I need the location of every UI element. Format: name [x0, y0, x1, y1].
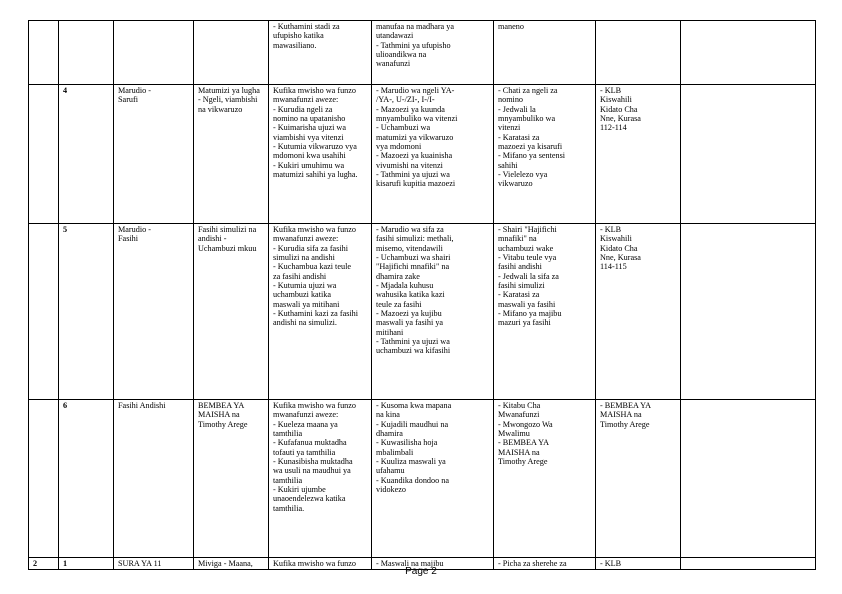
- cell-line: - Mazoezi ya kujibu: [376, 309, 442, 319]
- remarks-cell: [681, 85, 816, 224]
- cell-line: maneno: [498, 22, 524, 31]
- cell-line: - Kueleza maana ya: [273, 419, 338, 429]
- subtopic-cell: [194, 400, 269, 558]
- subtopic-cell: [194, 21, 269, 85]
- cell-line: Mwalimu: [498, 429, 530, 439]
- cell-line: tamthilia: [273, 475, 303, 485]
- cell-line: Marudio -: [118, 86, 151, 95]
- cell-line: - Mifano ya majibu: [498, 309, 562, 319]
- cell-line: Uchambuzi mkuu: [198, 243, 257, 253]
- week-cell: [29, 224, 59, 400]
- cell-line: Marudio -: [118, 225, 151, 234]
- cell-line: Kidato Cha: [600, 243, 638, 253]
- topic-cell: [114, 85, 194, 224]
- cell-line: fasihi simulizi: [498, 281, 545, 291]
- cell-line: maswali ya fasihi: [498, 299, 556, 309]
- scheme-of-work-table: [28, 20, 816, 570]
- cell-line: mwanafunzi aweze:: [273, 410, 339, 420]
- cell-line: kisarufi kupitia mazoezi: [376, 179, 456, 189]
- cell-line: - Kuthamini stadi za: [273, 22, 340, 31]
- cell-line: - Kuimarisha ujuzi wa: [273, 123, 346, 133]
- lesson-cell: 5: [59, 224, 114, 400]
- cell-line: Nne, Kurasa: [600, 114, 641, 124]
- cell-line: - Kujadili maudhui na: [376, 419, 449, 429]
- cell-line: maswali ya mitihani: [273, 299, 340, 309]
- cell-line: Timothy Arege: [600, 419, 650, 429]
- cell-line: BEMBEA YA: [198, 401, 245, 410]
- resources-cell: [494, 224, 596, 400]
- cell-line: Fasihi Andishi: [118, 401, 166, 410]
- cell-line: nomino na upatanisho: [273, 114, 346, 124]
- cell-line: - Kutumia vikwaruzo vya: [273, 142, 357, 152]
- cell-line: /YA-, U-/ZI-, I-/I-: [376, 95, 435, 105]
- cell-line: - Uchambuzi wa shairi: [376, 253, 451, 263]
- cell-line: maswali ya fasihi ya: [376, 318, 444, 328]
- resources-cell: [494, 400, 596, 558]
- subtopic-cell: [194, 224, 269, 400]
- cell-line: Timothy Arege: [498, 457, 548, 467]
- cell-line: MAISHA na: [600, 410, 642, 420]
- cell-line: mazoezi ya kisarufi: [498, 142, 563, 152]
- cell-line: - Mifano ya sentensi: [498, 151, 566, 161]
- objectives-cell: [269, 224, 372, 400]
- cell-line: simulizi na andishi: [273, 253, 335, 263]
- cell-line: mnyambuliko wa: [498, 114, 556, 124]
- references-cell: [596, 400, 681, 558]
- lesson-cell: 4: [59, 85, 114, 224]
- references-cell: [596, 21, 681, 85]
- cell-line: ufupisho katika: [273, 31, 324, 41]
- cell-line: uchambuzi wake: [498, 243, 554, 253]
- cell-line: wanafunzi: [376, 59, 411, 69]
- week-cell: [29, 400, 59, 558]
- lesson-cell: 1: [59, 558, 114, 570]
- cell-line: na kina: [376, 410, 400, 420]
- cell-line: - Vielelezo vya: [498, 170, 548, 180]
- cell-line: Kidato Cha: [600, 104, 638, 114]
- cell-line: vya mdomoni: [376, 142, 422, 152]
- cell-line: - Mazoezi ya kuainisha: [376, 151, 453, 161]
- cell-line: - KLB: [600, 559, 622, 568]
- cell-line: - Chati za ngeli za: [498, 86, 558, 95]
- objectives-cell: [269, 400, 372, 558]
- cell-line: - Kunasibisha muktadha: [273, 457, 353, 467]
- cell-line: - Kuandika dondoo na: [376, 475, 449, 485]
- cell-line: teule za fasihi: [376, 299, 422, 309]
- cell-line: sahihi: [498, 160, 518, 170]
- cell-line: vidokezo: [376, 485, 407, 495]
- cell-line: - Mazoezi ya kuunda: [376, 104, 445, 114]
- cell-line: Miviga - Maana,: [198, 559, 253, 568]
- cell-line: uchambuzi katika: [273, 290, 331, 300]
- cell-line: vikwaruzo: [498, 179, 533, 189]
- cell-line: tamthilia: [273, 429, 303, 439]
- cell-line: 114-115: [600, 262, 627, 272]
- cell-line: MAISHA na: [198, 410, 240, 420]
- cell-line: ufahamu: [376, 466, 405, 476]
- cell-line: mazuri ya fasihi: [498, 318, 551, 328]
- cell-line: Timothy Arege: [198, 419, 248, 429]
- cell-line: - Karatasi za: [498, 290, 540, 300]
- topic-cell: [114, 21, 194, 85]
- lesson-cell: 6: [59, 400, 114, 558]
- activities-cell: [372, 21, 494, 85]
- table-row: [29, 400, 816, 558]
- cell-line: Kufika mwisho wa funzo: [273, 225, 356, 234]
- cell-line: "Hajifichi mnafiki" na: [376, 262, 450, 272]
- cell-line: - Vitabu teule vya: [498, 253, 557, 263]
- cell-line: - Karatasi za: [498, 132, 540, 142]
- cell-line: - Picha za sherehe za: [498, 559, 567, 568]
- table-body: [29, 21, 816, 570]
- subtopic-cell: [194, 85, 269, 224]
- cell-line: tofauti ya tamthilia: [273, 447, 336, 457]
- remarks-cell: [681, 21, 816, 85]
- cell-line: utandawazi: [376, 31, 414, 41]
- cell-line: - Kitabu Cha: [498, 401, 541, 410]
- cell-line: - Kukiri ujumbe: [273, 485, 326, 495]
- cell-line: vitenzi: [498, 123, 521, 133]
- remarks-cell: [681, 400, 816, 558]
- cell-line: - Maswali na majibu: [376, 559, 444, 568]
- cell-line: wa usuli na maudhui ya: [273, 466, 351, 476]
- cell-line: - Tathmini ya ufupisho: [376, 40, 451, 50]
- cell-line: Kiswahili: [600, 234, 632, 244]
- cell-line: - Uchambuzi wa: [376, 123, 431, 133]
- cell-line: - Mjadala kuhusu: [376, 281, 434, 291]
- cell-line: - BEMBEA YA: [600, 401, 652, 410]
- activities-cell: [372, 224, 494, 400]
- cell-line: Sarufi: [118, 95, 139, 105]
- cell-line: mnafiki" na: [498, 234, 537, 244]
- cell-line: andishi na simulizi.: [273, 318, 337, 328]
- cell-line: - Kuthamini kazi za fasihi: [273, 309, 359, 319]
- cell-line: Kufika mwisho wa funzo: [273, 86, 356, 95]
- cell-line: - Kukiri umuhimu wa: [273, 160, 345, 170]
- cell-line: Matumizi ya lugha: [198, 86, 260, 95]
- remarks-cell: [681, 224, 816, 400]
- cell-line: wahusika katika kazi: [376, 290, 445, 300]
- cell-line: - Kusoma kwa mapana: [376, 401, 452, 410]
- activities-cell: [372, 85, 494, 224]
- cell-line: uchambuzi wa kifasihi: [376, 346, 451, 356]
- cell-line: - Jedwali la sifa za: [498, 271, 559, 281]
- topic-cell: [114, 400, 194, 558]
- cell-line: na vikwaruzo: [198, 104, 243, 114]
- cell-line: - Jedwali la: [498, 104, 536, 114]
- week-cell: [29, 85, 59, 224]
- activities-cell: [372, 400, 494, 558]
- cell-line: - Shairi "Hajifichi: [498, 225, 557, 234]
- cell-line: 112-114: [600, 123, 627, 133]
- table-row: [29, 224, 816, 400]
- objectives-cell: [269, 85, 372, 224]
- cell-line: SURA YA 11: [118, 559, 162, 568]
- cell-line: za fasihi andishi: [273, 271, 327, 281]
- lesson-cell: [59, 21, 114, 85]
- cell-line: - Tathmini ya ujuzi wa: [376, 337, 450, 347]
- table-row: [29, 85, 816, 224]
- cell-line: - Kuuliza maswali ya: [376, 457, 446, 467]
- cell-line: - Kuwasilisha hoja: [376, 438, 438, 448]
- cell-line: manufaa na madhara ya: [376, 22, 454, 31]
- cell-line: - Mwongozo Wa: [498, 419, 553, 429]
- references-cell: [596, 85, 681, 224]
- cell-line: matumizi sahihi ya lugha.: [273, 170, 358, 180]
- cell-line: - Marudio wa ngeli YA-: [376, 86, 455, 95]
- cell-line: ulioandikwa na: [376, 50, 427, 60]
- cell-line: - Tathmini ya ujuzi wa: [376, 170, 450, 180]
- cell-line: vivumishi na vitenzi: [376, 160, 443, 170]
- cell-line: mnyambuliko wa vitenzi: [376, 114, 458, 124]
- cell-line: MAISHA na: [498, 447, 540, 457]
- topic-cell: [114, 224, 194, 400]
- cell-line: Nne, Kurasa: [600, 253, 641, 263]
- cell-line: - Ngeli, viambishi: [198, 95, 258, 105]
- resources-cell: [494, 21, 596, 85]
- cell-line: nomino: [498, 95, 524, 105]
- cell-line: - Kuchambua kazi teule: [273, 262, 351, 272]
- references-cell: [596, 224, 681, 400]
- cell-line: - BEMBEA YA: [498, 438, 550, 448]
- cell-line: tamthilia.: [273, 503, 305, 513]
- cell-line: dhamira zake: [376, 271, 420, 281]
- cell-line: fasihi simulizi: methali,: [376, 234, 454, 244]
- objectives-cell: [269, 21, 372, 85]
- cell-line: fasihi andishi: [498, 262, 542, 272]
- page-number: Page 2: [405, 566, 437, 577]
- cell-line: mdomoni kwa usahihi: [273, 151, 346, 161]
- cell-line: Kufika mwisho wa funzo: [273, 559, 356, 568]
- cell-line: mitihani: [376, 327, 404, 337]
- cell-line: - Kurudia sifa za fasihi: [273, 243, 349, 253]
- cell-line: mbalimbali: [376, 447, 414, 457]
- cell-line: unaoendelezwa katika: [273, 494, 346, 504]
- cell-line: Kufika mwisho wa funzo: [273, 401, 356, 410]
- cell-line: - Marudio wa sifa za: [376, 225, 444, 234]
- cell-line: Fasihi simulizi na: [198, 225, 257, 234]
- week-cell: [29, 21, 59, 85]
- cell-line: mwanafunzi aweze:: [273, 95, 339, 105]
- cell-line: matumizi ya vikwaruzo: [376, 132, 454, 142]
- cell-line: mwanafunzi aweze:: [273, 234, 339, 244]
- cell-line: - Kutumia ujuzi wa: [273, 281, 337, 291]
- cell-line: - Kufafanua muktadha: [273, 438, 347, 448]
- cell-line: - KLB: [600, 225, 622, 234]
- cell-line: misemo, vitendawili: [376, 243, 443, 253]
- cell-line: - Kurudia ngeli za: [273, 104, 333, 114]
- cell-line: andishi -: [198, 234, 227, 244]
- cell-line: mawasiliano.: [273, 40, 317, 50]
- cell-line: Fasihi: [118, 234, 139, 244]
- week-cell: 2: [29, 558, 59, 570]
- cell-line: Mwanafunzi: [498, 410, 540, 420]
- resources-cell: [494, 85, 596, 224]
- cell-line: - KLB: [600, 86, 622, 95]
- cell-line: dhamira: [376, 429, 403, 439]
- cell-line: Kiswahili: [600, 95, 632, 105]
- cell-line: viambishi vya vitenzi: [273, 132, 344, 142]
- table-row: [29, 21, 816, 85]
